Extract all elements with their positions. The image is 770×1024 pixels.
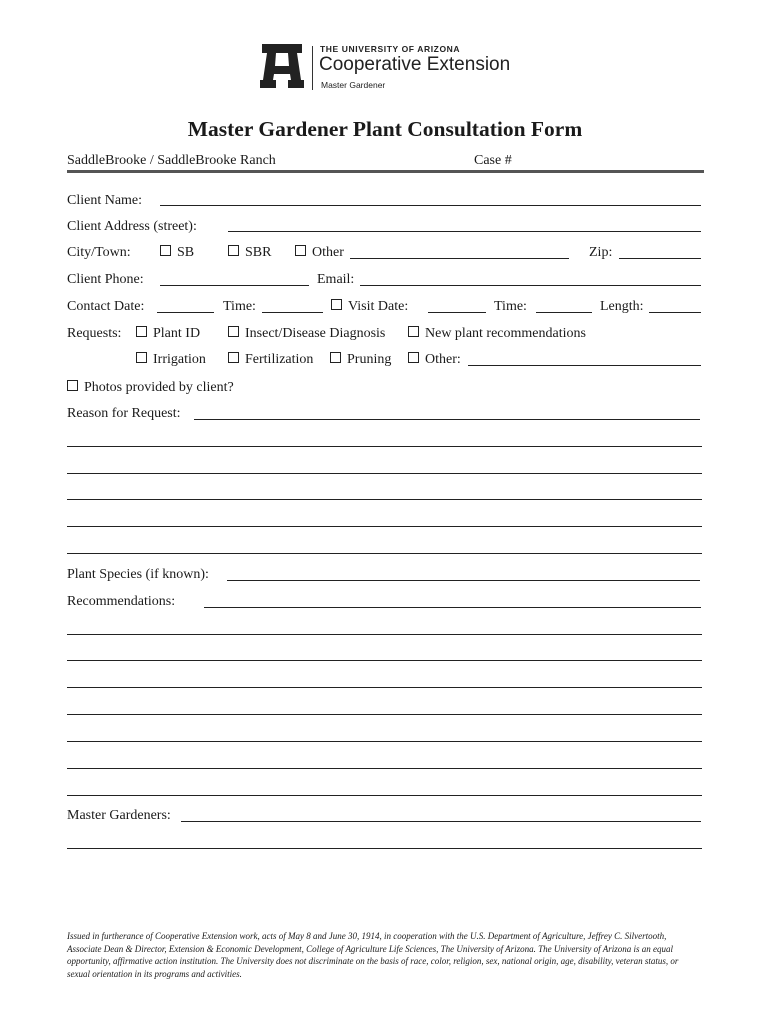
- photos-option[interactable]: [67, 380, 234, 396]
- req-new-plant-option[interactable]: [408, 326, 586, 342]
- reason-line[interactable]: [67, 499, 702, 500]
- visit-time-label: Time:: [494, 299, 527, 314]
- checkbox-icon[interactable]: [408, 352, 419, 363]
- client-address-label: Client Address (street):: [67, 219, 197, 234]
- req-irrigation-label: Irrigation: [153, 352, 206, 367]
- req-plant-id-option[interactable]: [136, 326, 200, 342]
- zip-field[interactable]: [619, 258, 701, 259]
- city-sb-option[interactable]: [160, 245, 194, 261]
- city-other-field[interactable]: [350, 258, 569, 259]
- client-name-label: Client Name:: [67, 193, 143, 208]
- checkbox-icon[interactable]: [330, 352, 341, 363]
- reason-line[interactable]: [67, 526, 702, 527]
- recommendations-line[interactable]: [67, 634, 702, 635]
- req-fertilization-label: Fertilization: [245, 352, 314, 367]
- city-sbr-label: SBR: [245, 245, 272, 260]
- city-other-label: Other: [312, 245, 344, 260]
- checkbox-icon[interactable]: [228, 352, 239, 363]
- req-insect-option[interactable]: [228, 326, 385, 342]
- recommendations-line[interactable]: [67, 741, 702, 742]
- contact-date-field[interactable]: [157, 312, 214, 313]
- recommendations-line[interactable]: [67, 687, 702, 688]
- email-field[interactable]: [360, 285, 701, 286]
- visit-date-field[interactable]: [428, 312, 486, 313]
- recommendations-field[interactable]: [204, 607, 701, 608]
- visit-date-option[interactable]: [331, 299, 408, 315]
- req-pruning-label: Pruning: [347, 352, 392, 367]
- client-name-field[interactable]: [160, 205, 701, 206]
- header-rule: [67, 170, 704, 173]
- req-fertilization-option[interactable]: [228, 352, 313, 368]
- checkbox-icon[interactable]: [228, 326, 239, 337]
- checkbox-icon[interactable]: [160, 245, 171, 256]
- checkbox-icon[interactable]: [295, 245, 306, 256]
- checkbox-icon[interactable]: [228, 245, 239, 256]
- length-field[interactable]: [649, 312, 701, 313]
- req-pruning-option[interactable]: [330, 352, 391, 368]
- reason-field[interactable]: [194, 419, 700, 420]
- university-name: THE UNIVERSITY OF ARIZONA: [320, 44, 461, 54]
- requests-label: Requests:: [67, 326, 122, 341]
- form-title: Master Gardener Plant Consultation Form: [187, 117, 583, 141]
- location-label: SaddleBrooke / SaddleBrooke Ranch: [67, 153, 276, 168]
- city-town-label: City/Town:: [67, 245, 131, 260]
- req-other-option[interactable]: [408, 352, 461, 368]
- req-irrigation-option[interactable]: [136, 352, 206, 368]
- client-phone-label: Client Phone:: [67, 272, 144, 287]
- req-insect-label: Insect/Disease Diagnosis: [245, 326, 386, 341]
- recommendations-line[interactable]: [67, 714, 702, 715]
- case-number-label: Case #: [474, 153, 512, 168]
- university-logo: [260, 44, 520, 94]
- contact-time-label: Time:: [223, 299, 256, 314]
- zip-label: Zip:: [589, 245, 613, 260]
- checkbox-icon[interactable]: [136, 326, 147, 337]
- visit-time-field[interactable]: [536, 312, 592, 313]
- length-label: Length:: [600, 299, 644, 314]
- reason-line[interactable]: [67, 446, 702, 447]
- visit-date-label: Visit Date:: [348, 299, 409, 314]
- req-plant-id-label: Plant ID: [153, 326, 201, 341]
- plant-species-field[interactable]: [227, 580, 700, 581]
- city-other-option[interactable]: [295, 245, 344, 261]
- checkbox-icon[interactable]: [331, 299, 342, 310]
- reason-label: Reason for Request:: [67, 406, 181, 421]
- recommendations-label: Recommendations:: [67, 594, 176, 609]
- reason-line[interactable]: [67, 473, 702, 474]
- req-new-plant-label: New plant recommendations: [425, 326, 586, 341]
- reason-line[interactable]: [67, 553, 702, 554]
- city-sbr-option[interactable]: [228, 245, 271, 261]
- checkbox-icon[interactable]: [67, 380, 78, 391]
- footer-disclaimer: Issued in furtherance of Cooperative Extension work, acts of May 8 and June 30, 1914, in cooperation with the U.S. Department of Agriculture, Jeffrey C. Silvertooth, Associate Dean & Director, Extension & Economic Development, College of Agriculture Life Sciences, The University of Arizona. The University of Arizona is an equal opportunity, affirmative action institution. The University does not discriminate on the basis of race, color, religion, sex, national origin, age, disability, veteran status, or sexual orientation in its programs and activities.: [67, 931, 679, 979]
- master-gardeners-field[interactable]: [181, 821, 701, 822]
- contact-date-label: Contact Date:: [67, 299, 145, 314]
- recommendations-line[interactable]: [67, 660, 702, 661]
- city-sb-label: SB: [177, 245, 195, 260]
- recommendations-line[interactable]: [67, 768, 702, 769]
- contact-time-field[interactable]: [262, 312, 323, 313]
- checkbox-icon[interactable]: [408, 326, 419, 337]
- master-gardeners-line[interactable]: [67, 848, 702, 849]
- block-a-logo-icon: [260, 44, 304, 88]
- client-address-field[interactable]: [228, 231, 701, 232]
- checkbox-icon[interactable]: [136, 352, 147, 363]
- email-label: Email:: [317, 272, 355, 287]
- logo-divider: [312, 46, 313, 90]
- master-gardeners-label: Master Gardeners:: [67, 808, 171, 823]
- req-other-label: Other:: [425, 352, 461, 367]
- program-name: Master Gardener: [321, 80, 386, 90]
- req-other-field[interactable]: [468, 365, 701, 366]
- photos-label: Photos provided by client?: [84, 380, 234, 395]
- org-name: Cooperative Extension: [319, 54, 511, 75]
- recommendations-line[interactable]: [67, 795, 702, 796]
- plant-species-label: Plant Species (if known):: [67, 567, 209, 582]
- client-phone-field[interactable]: [160, 285, 309, 286]
